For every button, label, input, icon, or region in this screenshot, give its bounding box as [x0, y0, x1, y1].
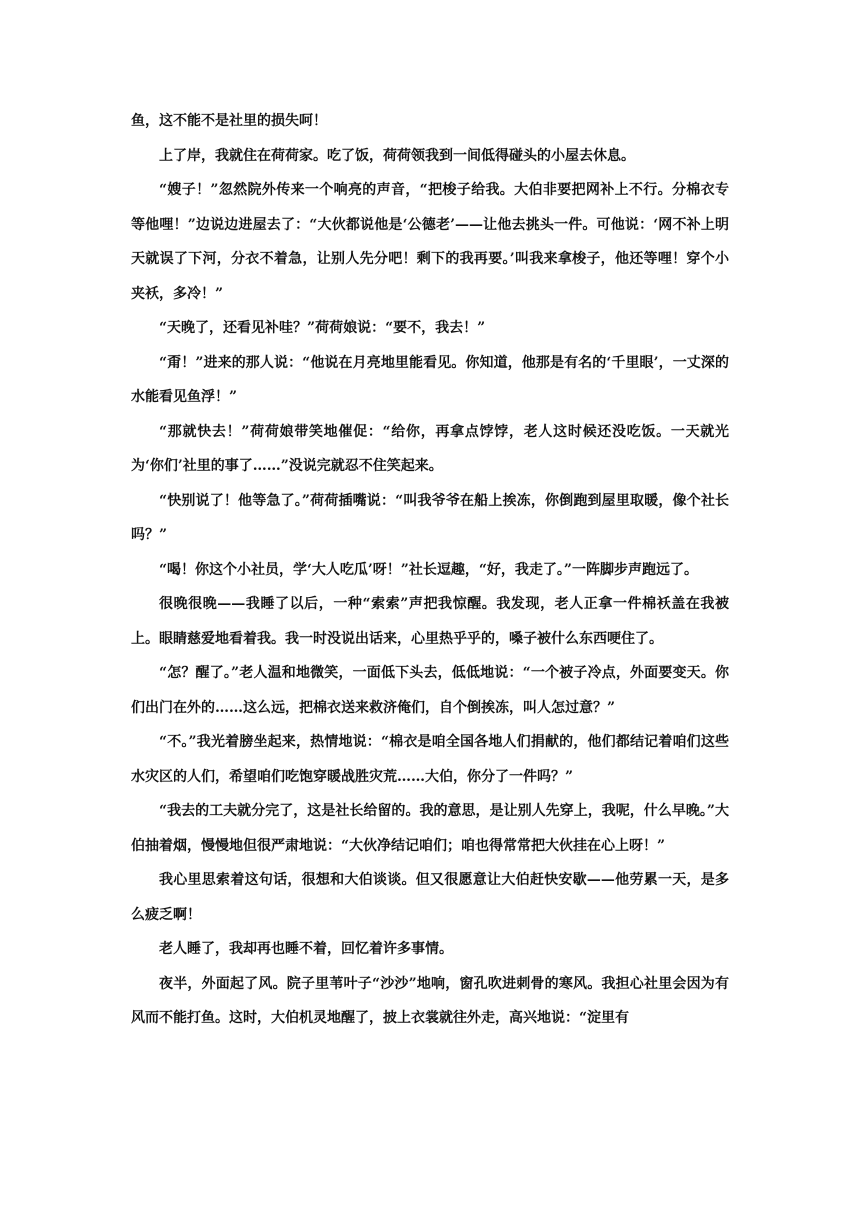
- paragraph: “喝！你这个小社员，学‘大人吃瓜’呀！”社长逗趣，“好，我走了。”一阵脚步声跑远了。: [159, 561, 698, 578]
- paragraph: “天晚了，还看见补哇？”荷荷娘说：“要不，我去！”: [159, 320, 486, 336]
- paragraph: 夜半，外面起了风。院子里苇叶子“沙沙”地响，窗孔吹进刺骨的寒风。我担心社里会因为有风而不能打鱼。这时，大伯机灵地醒了，披上衣裳就往外走，高兴地说：“淀里有: [131, 975, 729, 1026]
- paragraph: “那就快去！”荷荷娘带笑地催促：“给你，再拿点饽饽，老人这时候还没吃饭。一天就光为‘你们’社里的事了……”没说完就忍不住笑起来。: [131, 423, 729, 474]
- paragraph: 我心里思索着这句话，很想和大伯谈谈。但又很愿意让大伯赶快安歇——他劳累一天，是多么疲乏啊！: [131, 872, 729, 923]
- paragraph: 老人睡了，我却再也睡不着，回忆着许多事情。: [159, 941, 453, 957]
- paragraph: “我去的工夫就分完了，这是社长给留的。我的意思，是让别人先穿上，我呢，什么早晚。”大伯抽着烟，慢慢地但很严肃地说：“大伙净结记咱们；咱也得常常把大伙挂在心上呀！”: [131, 803, 729, 854]
- paragraph: “快别说了！他等急了。”荷荷插嘴说：“叫我爷爷在船上挨冻，你倒跑到屋里取暖，像个社长吗？”: [131, 492, 729, 543]
- paragraph: “甭！”进来的那人说：“他说在月亮地里能看见。你知道，他那是有名的‘千里眼’，一丈深的水能看见鱼浮！”: [131, 354, 729, 405]
- paragraph: 很晚很晚——我睡了以后，一种“索索”声把我惊醒。我发现，老人正拿一件棉袄盖在我被上。眼睛慈爱地看着我。我一时没说出话来，心里热乎乎的，嗓子被什么东西哽住了。: [131, 596, 729, 647]
- paragraph: 上了岸，我就住在荷荷家。吃了饭，荷荷领我到一间低得碰头的小屋去休息。: [159, 147, 635, 164]
- paragraph: “怎？醒了。”老人温和地微笑，一面低下头去，低低地说：“一个被子冷点，外面要变天。你们出门在外的……这么远，把棉衣送来救济俺们，自个倒挨冻，叫人怎过意？”: [131, 665, 729, 716]
- paragraph: 鱼，这不能不是社里的损失呵！: [131, 113, 327, 129]
- paragraph: “不。”我光着膀坐起来，热情地说：“棉衣是咱全国各地人们捐献的，他们都结记着咱们这些水灾区的人们，希望咱们吃饱穿暖战胜灾荒……大伯，你分了一件吗？”: [131, 734, 729, 785]
- paragraph: “嫂子！”忽然院外传来一个响亮的声音，“把梭子给我。大伯非要把网补上不行。分棉衣专等他哩！”边说边进屋去了：“大伙都说他是‘公德老’——让他去挑头一件。可他说：‘网不补上明天就误了下河，分衣不着急，让别人先分吧！剩下的我再要。’叫我来拿梭子，他还等哩！穿个小夹袄，多冷！”: [131, 182, 729, 302]
- article-body: [131, 104, 729, 1036]
